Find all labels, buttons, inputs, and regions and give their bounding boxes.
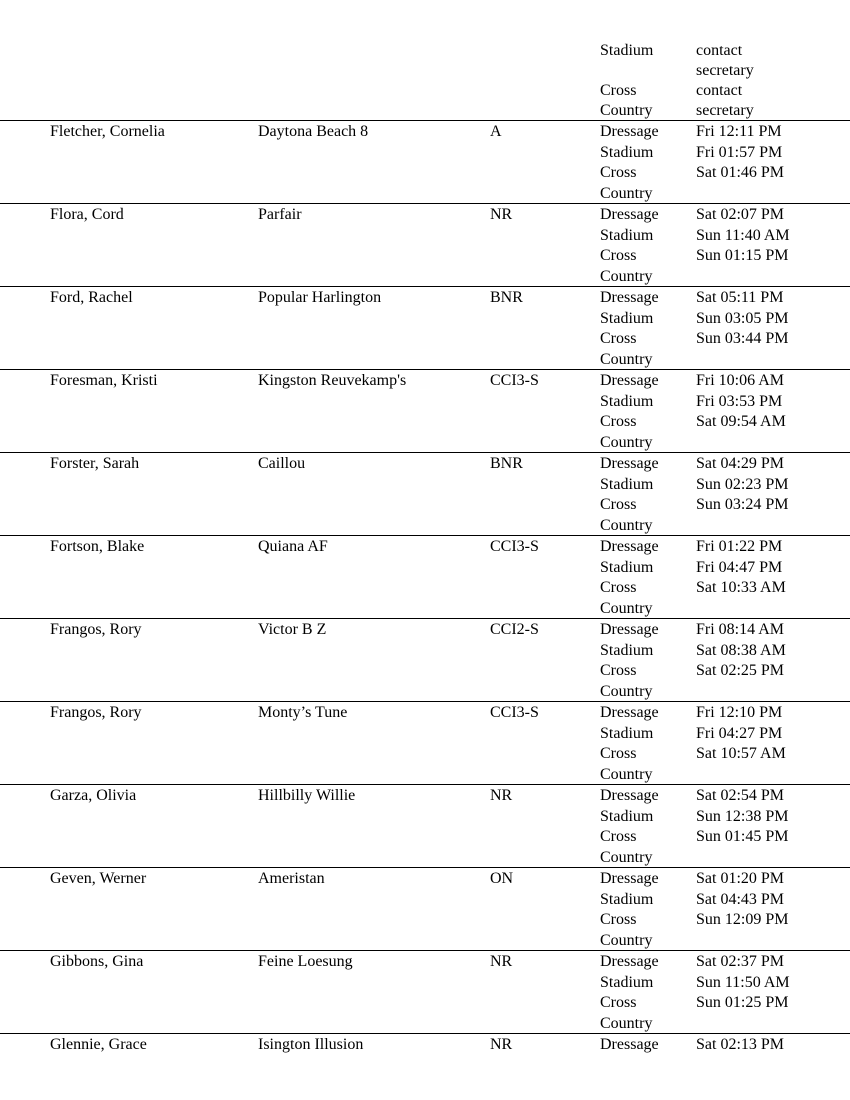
table-row	[0, 203, 850, 286]
dressage-time: Sat 01:20 PM	[696, 870, 785, 887]
horse-name: Daytona Beach 8	[258, 123, 369, 140]
phase-column	[600, 371, 659, 453]
phase-label-dressage: Dressage	[600, 538, 659, 555]
dressage-time: Sat 02:07 PM	[696, 206, 785, 223]
division: BNR	[490, 289, 523, 306]
division: A	[490, 123, 502, 140]
table-row	[0, 618, 850, 701]
phase-label-cross: Cross	[600, 745, 637, 762]
time-value: secretary	[696, 62, 754, 79]
phase-label-dressage: Dressage	[600, 1036, 659, 1053]
rider-name: Flora, Cord	[50, 206, 124, 223]
dressage-time: Fri 01:22 PM	[696, 538, 783, 555]
phase-column	[600, 952, 659, 1034]
rider-name: Foresman, Kristi	[50, 372, 158, 389]
horse-name: Caillou	[258, 455, 306, 472]
phase-column	[600, 620, 659, 702]
phase-label-dressage: Dressage	[600, 953, 659, 970]
phase-label-cross: Cross	[600, 413, 637, 430]
phase-label-stadium: Stadium	[600, 890, 654, 908]
phase-column	[600, 537, 659, 619]
time-column	[696, 1035, 784, 1056]
rider-name: Fletcher, Cornelia	[50, 123, 165, 140]
phase-label-stadium: Stadium	[600, 226, 654, 244]
horse-name: Feine Loesung	[258, 953, 353, 970]
phase-label-stadium: Stadium	[600, 807, 654, 825]
cross-country-time: Sun 01:25 PM	[696, 994, 789, 1011]
phase-label-cross: Cross	[600, 662, 637, 679]
phase-label-dressage: Dressage	[600, 621, 659, 638]
phase-column	[600, 122, 659, 204]
phase-label-country: Country	[600, 1014, 653, 1032]
continuation-row	[0, 41, 850, 120]
cross-country-time: Sun 12:09 PM	[696, 911, 789, 928]
stadium-time: Fri 01:57 PM	[696, 143, 783, 161]
time-column	[696, 371, 786, 433]
rider-name: Frangos, Rory	[50, 704, 142, 721]
phase-label: Cross	[600, 82, 637, 99]
horse-name: Parfair	[258, 206, 302, 223]
stadium-time: Sat 04:43 PM	[696, 890, 785, 908]
phase-label-country: Country	[600, 931, 653, 949]
phase-label-dressage: Dressage	[600, 704, 659, 721]
division: NR	[490, 953, 513, 970]
phase-label-country: Country	[600, 599, 653, 617]
phase-label-stadium: Stadium	[600, 143, 654, 161]
phase-label-country: Country	[600, 682, 653, 700]
dressage-time: Sat 05:11 PM	[696, 289, 784, 306]
time-column	[696, 41, 754, 121]
time-column	[696, 454, 788, 516]
stadium-time: Sun 11:40 AM	[696, 226, 790, 244]
dressage-time: Fri 10:06 AM	[696, 372, 785, 389]
table-row	[0, 452, 850, 535]
time-value: secretary	[696, 102, 754, 119]
phase-label-stadium: Stadium	[600, 392, 654, 410]
dressage-time: Sat 02:13 PM	[696, 1036, 785, 1053]
table-row	[0, 369, 850, 452]
phase-label-stadium: Stadium	[600, 558, 654, 576]
phase-column	[600, 41, 653, 121]
phase-column	[600, 454, 659, 536]
rider-name: Frangos, Rory	[50, 621, 142, 638]
phase-label-dressage: Dressage	[600, 123, 659, 140]
phase-label-dressage: Dressage	[600, 787, 659, 804]
rider-name: Forster, Sarah	[50, 455, 140, 472]
table-row	[0, 867, 850, 950]
phase-label-cross: Cross	[600, 330, 637, 347]
stadium-time: Sat 08:38 AM	[696, 641, 786, 659]
rider-name: Ford, Rachel	[50, 289, 133, 306]
phase-label-dressage: Dressage	[600, 289, 659, 306]
time-column	[696, 703, 786, 765]
dressage-time: Fri 08:14 AM	[696, 621, 785, 638]
cross-country-time: Sat 01:46 PM	[696, 164, 785, 181]
stadium-time: Sun 12:38 PM	[696, 807, 789, 825]
phase-column	[600, 1035, 659, 1056]
phase-label-dressage: Dressage	[600, 206, 659, 223]
phase-label-stadium: Stadium	[600, 475, 654, 493]
phase-column	[600, 786, 659, 868]
phase-label-cross: Cross	[600, 496, 637, 513]
time-column	[696, 952, 790, 1014]
time-column	[696, 288, 788, 350]
cross-country-time: Sat 10:33 AM	[696, 579, 786, 596]
phase-label-cross: Cross	[600, 579, 637, 596]
division: NR	[490, 1036, 513, 1053]
phase-label-country: Country	[600, 848, 653, 866]
cross-country-time: Sun 01:45 PM	[696, 828, 789, 845]
stadium-time: Sun 03:05 PM	[696, 309, 789, 327]
phase-column	[600, 869, 659, 951]
phase-label-country: Country	[600, 765, 653, 783]
dressage-time: Sat 04:29 PM	[696, 455, 785, 472]
horse-name: Monty’s Tune	[258, 704, 348, 721]
division: ON	[490, 870, 514, 887]
stadium-time: Fri 03:53 PM	[696, 392, 783, 410]
time-value: contact	[696, 42, 743, 59]
time-column	[696, 537, 786, 599]
dressage-time: Fri 12:11 PM	[696, 123, 782, 140]
stadium-time: Fri 04:47 PM	[696, 558, 783, 576]
phase-label-country: Country	[600, 516, 653, 534]
horse-name: Ameristan	[258, 870, 325, 887]
phase-label-cross: Cross	[600, 247, 637, 264]
phase-label-country: Country	[600, 267, 653, 285]
stadium-time: Sun 11:50 AM	[696, 973, 790, 991]
phase-label-country: Country	[600, 433, 653, 451]
dressage-time: Fri 12:10 PM	[696, 704, 783, 721]
phase-label-country: Country	[600, 350, 653, 368]
dressage-time: Sat 02:37 PM	[696, 953, 785, 970]
phase-label-cross: Cross	[600, 911, 637, 928]
cross-country-time: Sun 03:44 PM	[696, 330, 789, 347]
phase-label: Stadium	[600, 42, 654, 59]
table-row	[0, 535, 850, 618]
phase-column	[600, 288, 659, 370]
phase-label-cross: Cross	[600, 994, 637, 1011]
division: CCI2-S	[490, 621, 539, 638]
phase-column	[600, 703, 659, 785]
horse-name: Hillbilly Willie	[258, 787, 356, 804]
time-value: contact	[696, 82, 743, 99]
rider-name: Glennie, Grace	[50, 1036, 147, 1053]
rider-name: Gibbons, Gina	[50, 953, 144, 970]
division: NR	[490, 206, 513, 223]
table-row	[0, 784, 850, 867]
phase-label	[600, 61, 653, 81]
horse-name: Isington Illusion	[258, 1036, 364, 1053]
stadium-time: Sun 02:23 PM	[696, 475, 789, 493]
table-row	[0, 120, 850, 203]
time-column	[696, 122, 784, 184]
cross-country-time: Sat 02:25 PM	[696, 662, 785, 679]
time-column	[696, 205, 790, 267]
table-row	[0, 1033, 850, 1064]
horse-name: Victor B Z	[258, 621, 327, 638]
schedule-table	[0, 41, 850, 1064]
table-row	[0, 701, 850, 784]
phase-label-cross: Cross	[600, 164, 637, 181]
division: CCI3-S	[490, 538, 539, 555]
phase-label-country: Country	[600, 184, 653, 202]
rider-name: Geven, Werner	[50, 870, 147, 887]
horse-name: Popular Harlington	[258, 289, 382, 306]
stadium-time: Fri 04:27 PM	[696, 724, 783, 742]
phase-label-stadium: Stadium	[600, 309, 654, 327]
table-row	[0, 286, 850, 369]
horse-name: Kingston Reuvekamp's	[258, 372, 407, 389]
phase-label: Country	[600, 102, 653, 119]
phase-label-stadium: Stadium	[600, 973, 654, 991]
phase-label-stadium: Stadium	[600, 724, 654, 742]
division: CCI3-S	[490, 704, 539, 721]
cross-country-time: Sun 01:15 PM	[696, 247, 789, 264]
division: CCI3-S	[490, 372, 539, 389]
dressage-time: Sat 02:54 PM	[696, 787, 785, 804]
rider-name: Garza, Olivia	[50, 787, 137, 804]
phase-label-cross: Cross	[600, 828, 637, 845]
phase-column	[600, 205, 659, 287]
phase-label-dressage: Dressage	[600, 372, 659, 389]
phase-label-dressage: Dressage	[600, 455, 659, 472]
time-column	[696, 869, 788, 931]
cross-country-time: Sat 09:54 AM	[696, 413, 786, 430]
phase-label-stadium: Stadium	[600, 641, 654, 659]
cross-country-time: Sat 10:57 AM	[696, 745, 786, 762]
phase-label-dressage: Dressage	[600, 870, 659, 887]
time-column	[696, 620, 786, 682]
division: NR	[490, 787, 513, 804]
division: BNR	[490, 455, 523, 472]
rider-name: Fortson, Blake	[50, 538, 145, 555]
cross-country-time: Sun 03:24 PM	[696, 496, 789, 513]
horse-name: Quiana AF	[258, 538, 328, 555]
time-column	[696, 786, 788, 848]
table-row	[0, 950, 850, 1033]
